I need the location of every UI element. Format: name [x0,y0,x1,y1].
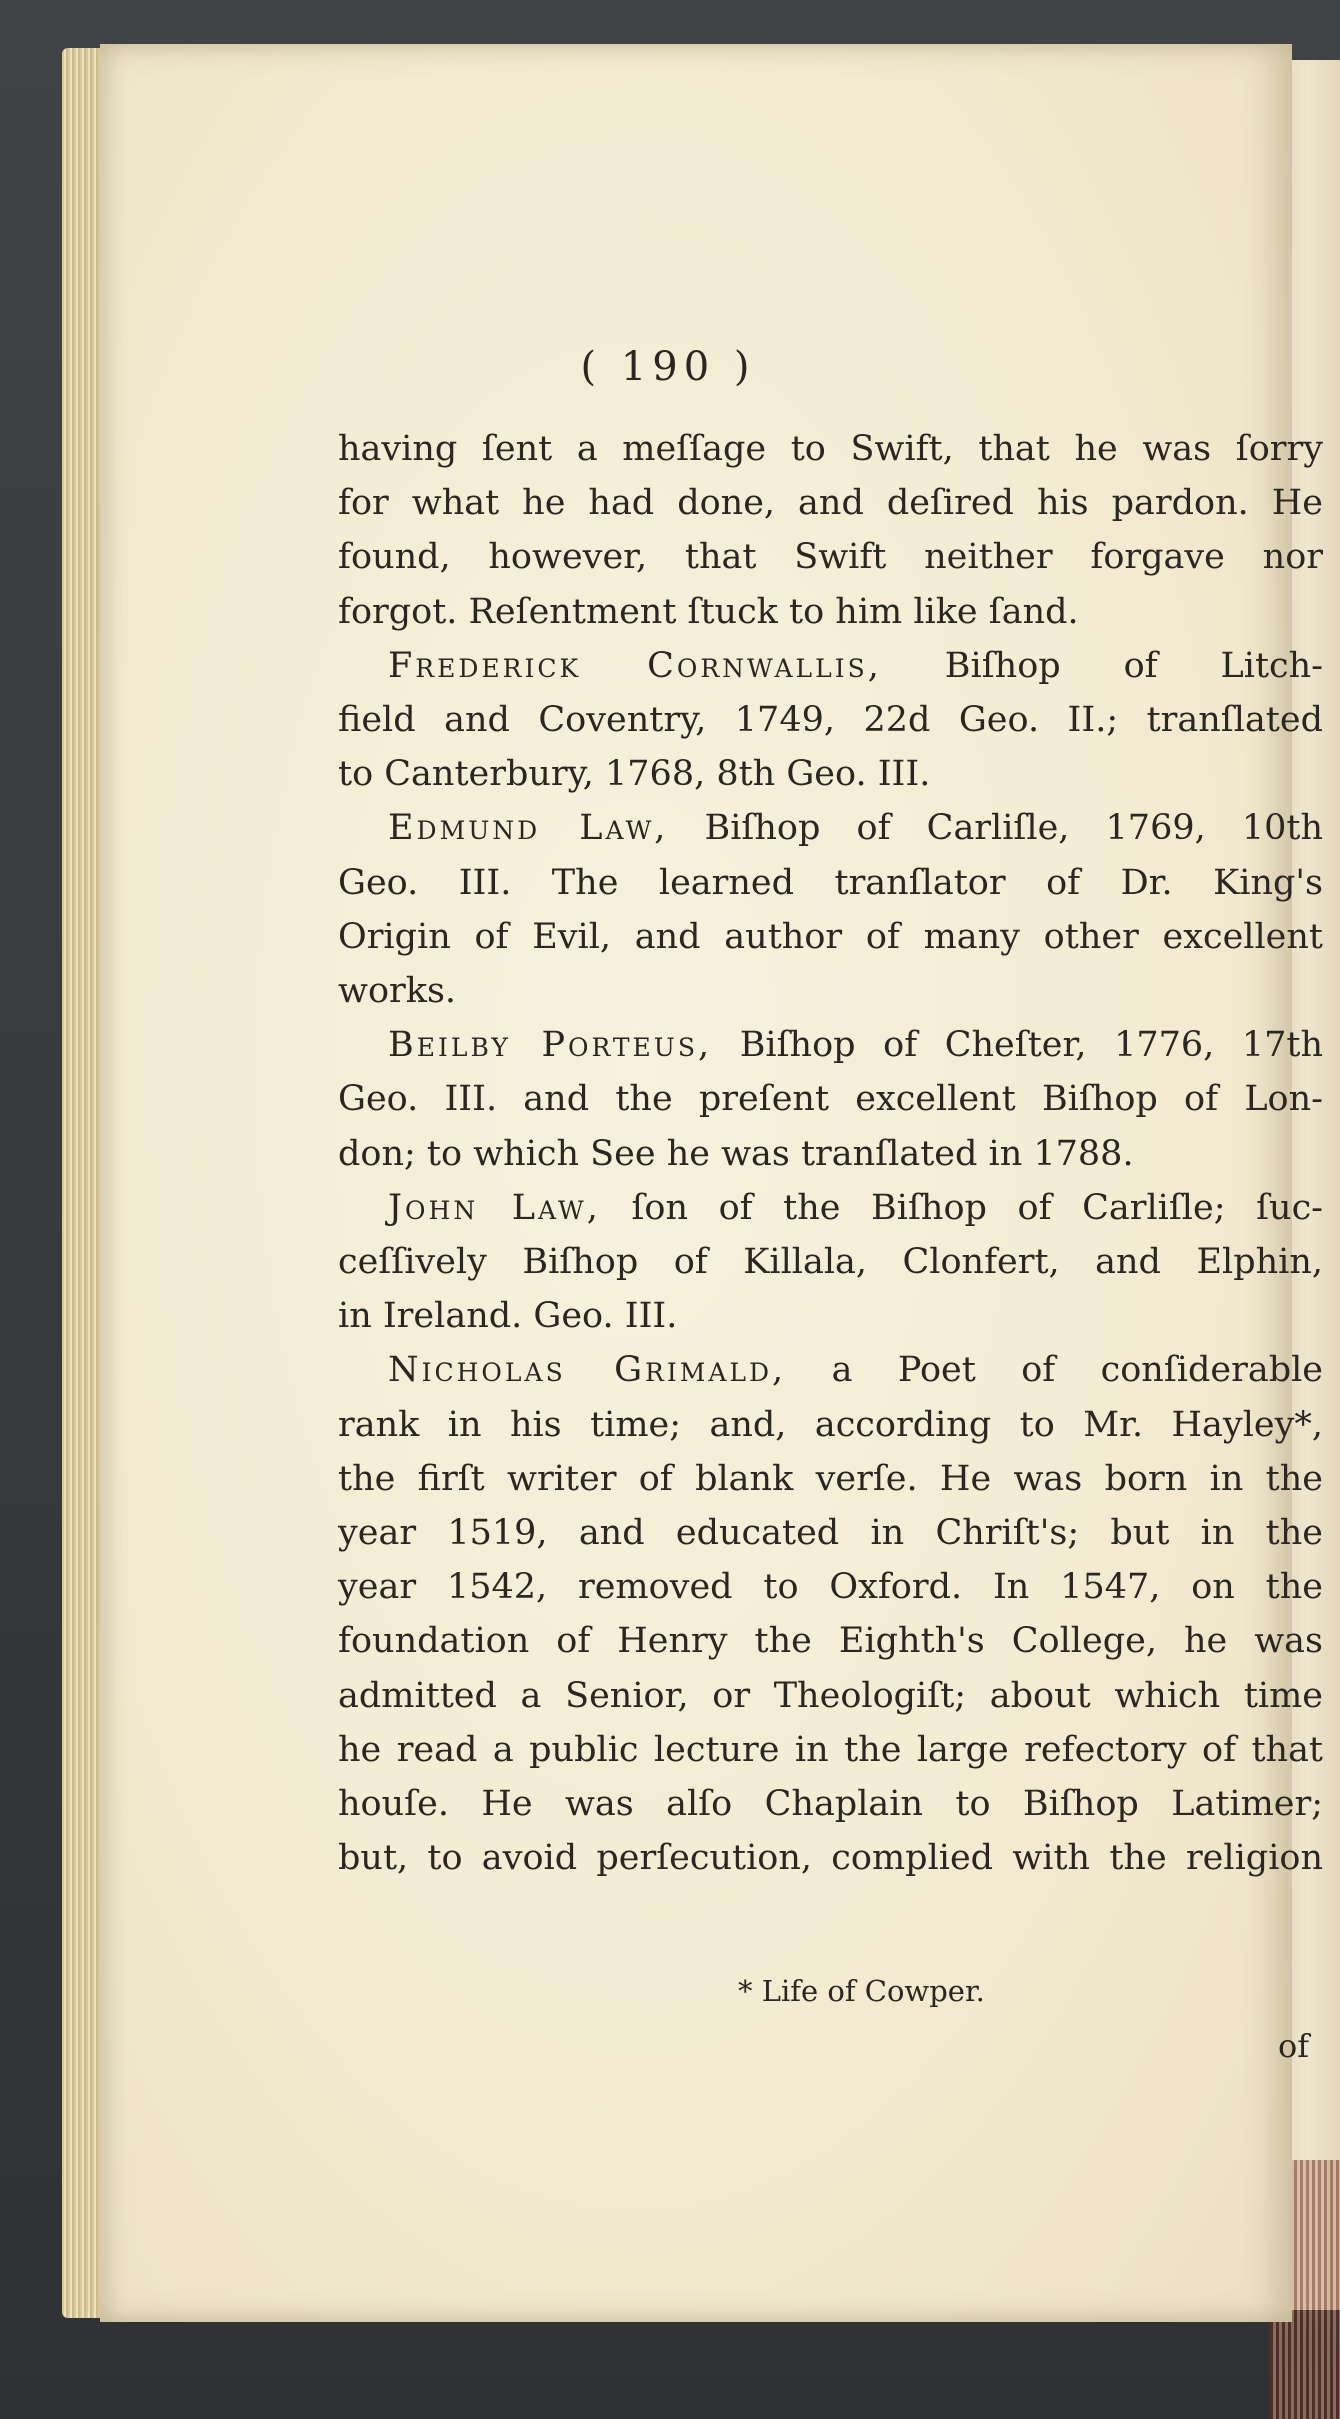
paragraph-grimald [338,1343,1323,1885]
text-line: year 1519, and educated in Chriſt's; but in the [338,1513,1323,1554]
text-line: Origin of Evil, and author of many other excellent [338,916,1323,957]
text-line-first [338,1018,1323,1072]
text-line: but, to avoid perſecution, complied with the religion [338,1838,1323,1879]
text-line-first [338,639,1323,693]
paragraph-swift [338,422,1323,639]
text-line: having ſent a meſſage to Swift, that he was ſorry [338,429,1323,469]
footnote: * Life of Cowper. [738,1974,985,2008]
paragraph-porteus [338,1018,1323,1181]
text-line: to Canterbury, 1768, 8th Geo. III. [338,754,931,795]
entry-text: Biſhop of Litch- [881,645,1323,686]
page-number: ( 190 ) [580,344,756,390]
paragraph-edmund-law [338,801,1323,1018]
text-line-first [338,1181,1323,1235]
entry-name: Nicholas Grimald, [388,1350,787,1391]
text-line: admitted a Senior, or Theologiſt; about which time [338,1675,1323,1716]
text-line: Geo. III. The learned tranſlator of Dr. King's [338,862,1323,903]
text-line: works. [338,971,457,1012]
text-line: foundation of Henry the Eighth's College, he was [338,1621,1323,1662]
text-line: Geo. III. and the preſent excellent Biſhop of Lon- [338,1079,1323,1120]
text-line: year 1542, removed to Oxford. In 1547, on the [338,1567,1323,1608]
entry-text: Biſhop of Cheſter, 1776, 17th [712,1025,1323,1066]
text-line: forgot. Reſentment ſtuck to him like ſand. [338,591,1079,632]
entry-text: a Poet of conſiderable [786,1350,1324,1391]
text-line: houſe. He was alſo Chaplain to Biſhop Latimer; [338,1784,1323,1825]
text-line: in Ireland. Geo. III. [338,1296,678,1337]
text-line: field and Coventry, 1749, 22d Geo. II.; tranſlated [338,700,1323,741]
paragraph-cornwallis [338,639,1323,802]
text-line-first [338,1343,1323,1397]
text-line: he read a public lecture in the large refectory of that [338,1729,1323,1770]
text-line: the firſt writer of blank verſe. He was born in the [338,1458,1323,1499]
text-line: for what he had done, and deſired his pardon. He [338,483,1323,524]
entry-name: Frederick Cornwallis, [388,645,882,686]
text-line: don; to which See he was tranſlated in 1788. [338,1133,1134,1174]
text-line: ceſſively Biſhop of Killala, Clonfert, and Elphin, [338,1242,1323,1283]
entry-name: John Law, [388,1187,601,1228]
text-line-first [338,801,1323,855]
entry-name: Beilby Porteus, [388,1025,713,1066]
catchword: of [1278,2027,1310,2065]
page-body [338,422,1323,1885]
entry-text: Biſhop of Carliſle, 1769, 10th [668,808,1323,849]
text-line: rank in his time; and, according to Mr. Hayley*, [338,1404,1323,1445]
book-page [100,44,1324,2322]
entry-name: Edmund Law, [388,808,669,849]
paragraph-john-law [338,1181,1323,1344]
entry-text: ſon of the Biſhop of Carliſle; ſuc- [600,1187,1323,1228]
text-line: found, however, that Swift neither forgave nor [338,537,1323,578]
